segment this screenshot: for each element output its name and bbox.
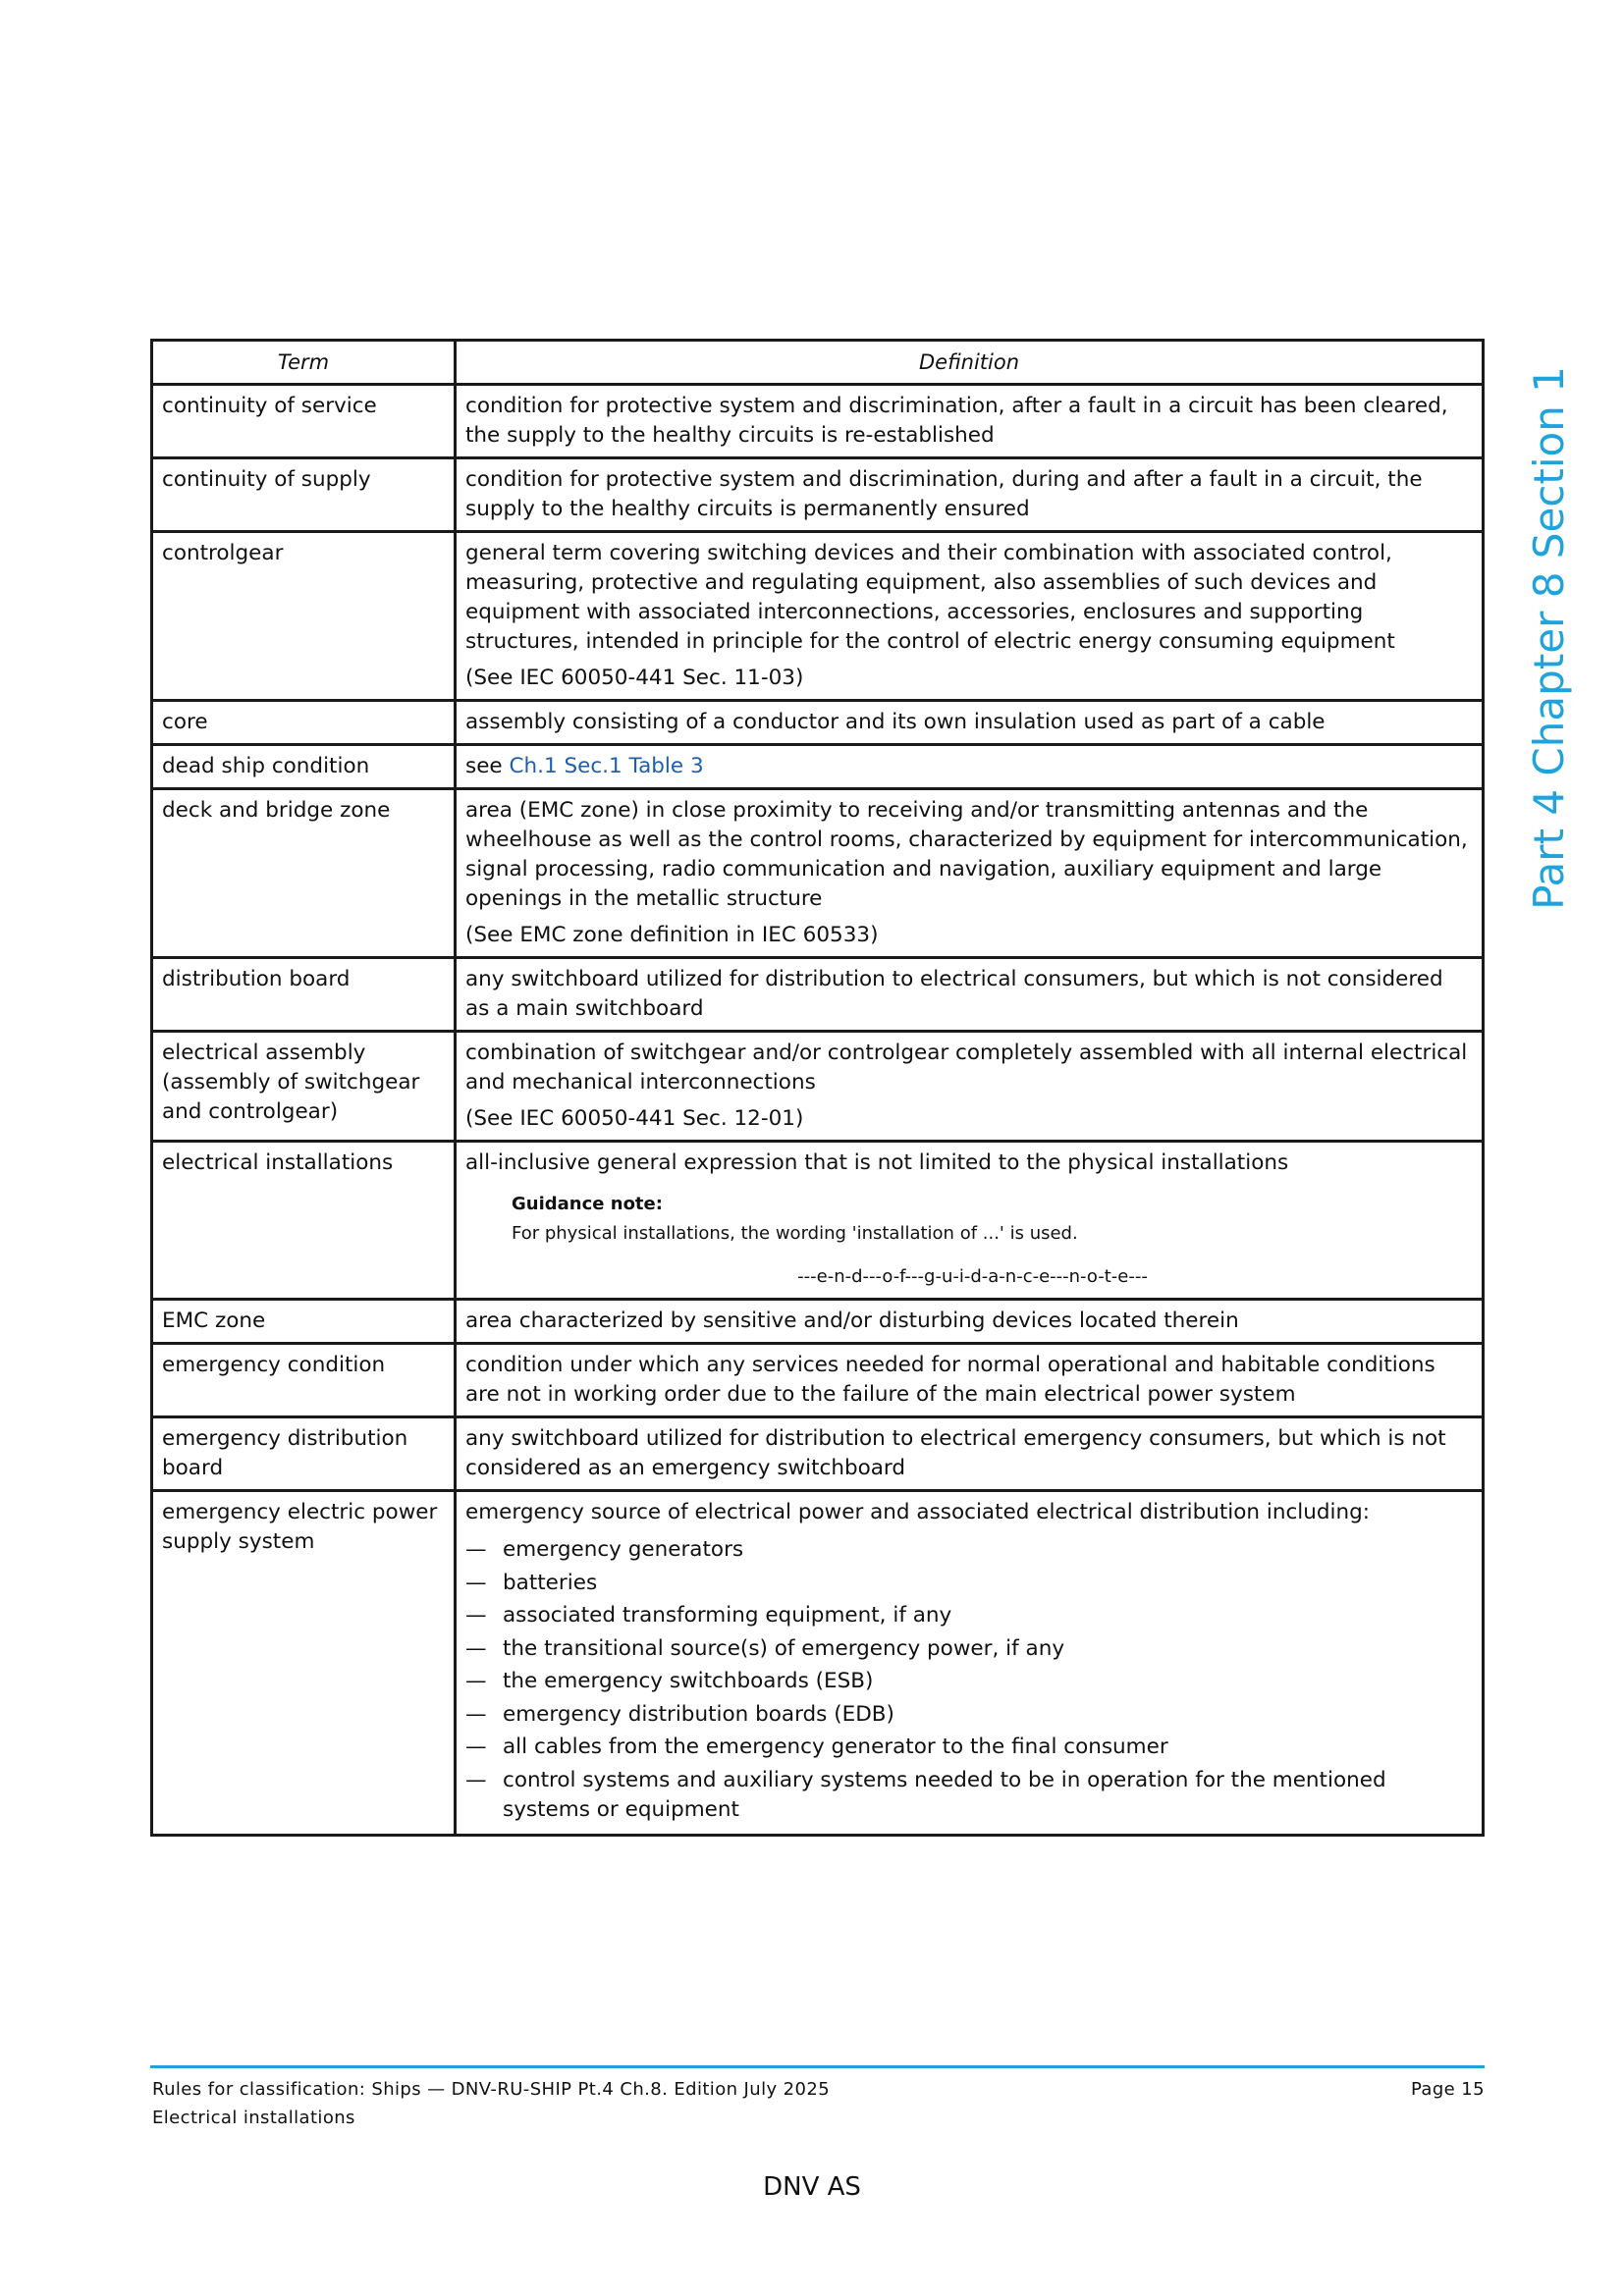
list-item [465,1766,1473,1825]
dash-bullet: — [465,1537,487,1562]
definition-text: assembly consisting of a conductor and its own insulation used as part of a cable [465,710,1326,734]
definition-column-header: Definition [456,341,1484,385]
term-cell: electrical assembly (assembly of switchgear and controlgear) [152,1032,456,1142]
table-row [152,385,1484,458]
definition-prefix: see [465,754,510,778]
company-name: DNV AS [763,2172,861,2202]
definition-text: condition for protective system and discrimination, during and after a fault in a circuit, the supply to the healthy circuits is permanently ensured [465,467,1423,521]
list-item-text: all cables from the emergency generator to the final consumer [503,1735,1168,1759]
dash-list [465,1535,1473,1825]
term-cell: emergency condition [152,1344,456,1417]
dash-bullet: — [465,1603,487,1628]
footer-document-info [152,2075,830,2132]
footer-divider [150,2065,1485,2068]
table-row [152,1032,1484,1142]
definition-text: general term covering switching devices and their combination with associated control, measuring, protective and regulating equipment, also assemblies of such devices and equipment with associated interconnections, accessories, enclosures and supporting structures, intended in principle for the control of electric energy consuming equipment [465,541,1395,654]
definition-text [465,752,1473,781]
guidance-note-end: ---e-n-d---o-f---g-u-i-d-a-n-c-e---n-o-t-e--- [797,1266,1148,1287]
term-column-header: Term [152,341,456,385]
dash-bullet: — [465,1635,487,1661]
section-side-title-text: Part 4 Chapter 8 Section 1 [1525,366,1573,910]
list-item-text: batteries [503,1570,598,1595]
table-row [152,1142,1484,1300]
table-row [152,1344,1484,1417]
footer-chapter-title: Electrical installations [152,2108,355,2128]
definition-text: any switchboard utilized for distribution to electrical consumers, but which is not considered as a main switchboard [465,967,1443,1021]
footer-page-number: Page 15 [1410,2079,1485,2100]
guidance-note-text: For physical installations, the wording 'installation of ...' is used. [512,1223,1078,1244]
definition-text: area characterized by sensitive and/or disturbing devices located therein [465,1308,1239,1333]
definition-cell [456,1032,1484,1142]
guidance-note-title: Guidance note: [512,1194,663,1214]
definition-reference: (See IEC 60050-441 Sec. 11-03) [465,666,804,690]
dash-bullet: — [465,1669,487,1693]
term-cell: EMC zone [152,1300,456,1344]
definitions-table [150,339,1485,1837]
term-cell: continuity of service [152,385,456,458]
term-cell: distribution board [152,958,456,1032]
term-cell: dead ship condition [152,745,456,789]
list-item [465,1667,1473,1696]
dash-bullet: — [465,1570,487,1595]
definition-cell [456,1142,1484,1300]
definition-text: area (EMC zone) in close proximity to receiving and/or transmitting antennas and the wheelhouse as well as the control rooms, characterized by equipment for intercommunication, signal processing, radio communication and navigation, auxiliary equipment and large openings in the metallic structure [465,798,1468,911]
list-item [465,1569,1473,1598]
definition-text: emergency source of electrical power and associated electrical distribution including: [465,1500,1371,1524]
definition-text: all-inclusive general expression that is not limited to the physical installations [465,1150,1289,1175]
definition-text: condition for protective system and discrimination, after a fault in a circuit has been cleared, the supply to the healthy circuits is re-established [465,394,1448,448]
dash-bullet: — [465,1701,487,1727]
definition-text: combination of switchgear and/or controlgear completely assembled with all internal electrical and mechanical interconnections [465,1041,1468,1095]
definition-cell [456,745,1484,789]
list-item-text: emergency generators [503,1537,744,1562]
definition-cell [456,1417,1484,1491]
list-item [465,1634,1473,1664]
term-cell: electrical installations [152,1142,456,1300]
list-item-text: control systems and auxiliary systems needed to be in operation for the mentioned systems or equipment [503,1767,1386,1822]
list-item-text: emergency distribution boards (EDB) [503,1701,894,1727]
definition-cell [456,789,1484,958]
term-cell: continuity of supply [152,458,456,532]
definition-cell [456,1491,1484,1836]
dash-bullet: — [465,1735,487,1759]
dash-bullet: — [465,1767,487,1792]
table-row [152,532,1484,701]
table-row [152,701,1484,745]
definition-reference: (See IEC 60050-441 Sec. 12-01) [465,1106,804,1131]
list-item-text: associated transforming equipment, if any [503,1603,952,1628]
definition-reference: (See EMC zone definition in IEC 60533) [465,923,879,947]
definition-cell [456,701,1484,745]
table-header-row [152,341,1484,385]
cross-reference-link[interactable]: Ch.1 Sec.1 Table 3 [509,754,704,778]
table-row [152,789,1484,958]
definition-cell [456,1344,1484,1417]
table-row [152,1417,1484,1491]
list-item [465,1733,1473,1762]
definition-cell [456,458,1484,532]
definition-cell [456,958,1484,1032]
term-cell: emergency distribution board [152,1417,456,1491]
list-item [465,1601,1473,1630]
definition-cell [456,385,1484,458]
table-row [152,458,1484,532]
definition-cell [456,532,1484,701]
list-item [465,1535,1473,1565]
table-row [152,1491,1484,1836]
section-side-title [1520,348,1579,928]
term-cell: controlgear [152,532,456,701]
definition-text: condition under which any services needed for normal operational and habitable conditions are not in working order due to the failure of the main electrical power system [465,1353,1435,1407]
term-cell: deck and bridge zone [152,789,456,958]
term-cell: core [152,701,456,745]
table-row [152,745,1484,789]
guidance-note [512,1190,1473,1292]
list-item-text: the emergency switchboards (ESB) [503,1669,874,1693]
definition-text: any switchboard utilized for distribution to electrical emergency consumers, but which is not considered as an emergency switchboard [465,1426,1446,1480]
definition-cell [456,1300,1484,1344]
list-item [465,1700,1473,1730]
term-cell: emergency electric power supply system [152,1491,456,1836]
list-item-text: the transitional source(s) of emergency power, if any [503,1635,1065,1661]
table-row [152,958,1484,1032]
table-row [152,1300,1484,1344]
footer-rule-title: Rules for classification: Ships — DNV-RU-SHIP Pt.4 Ch.8. Edition July 2025 [152,2079,831,2100]
